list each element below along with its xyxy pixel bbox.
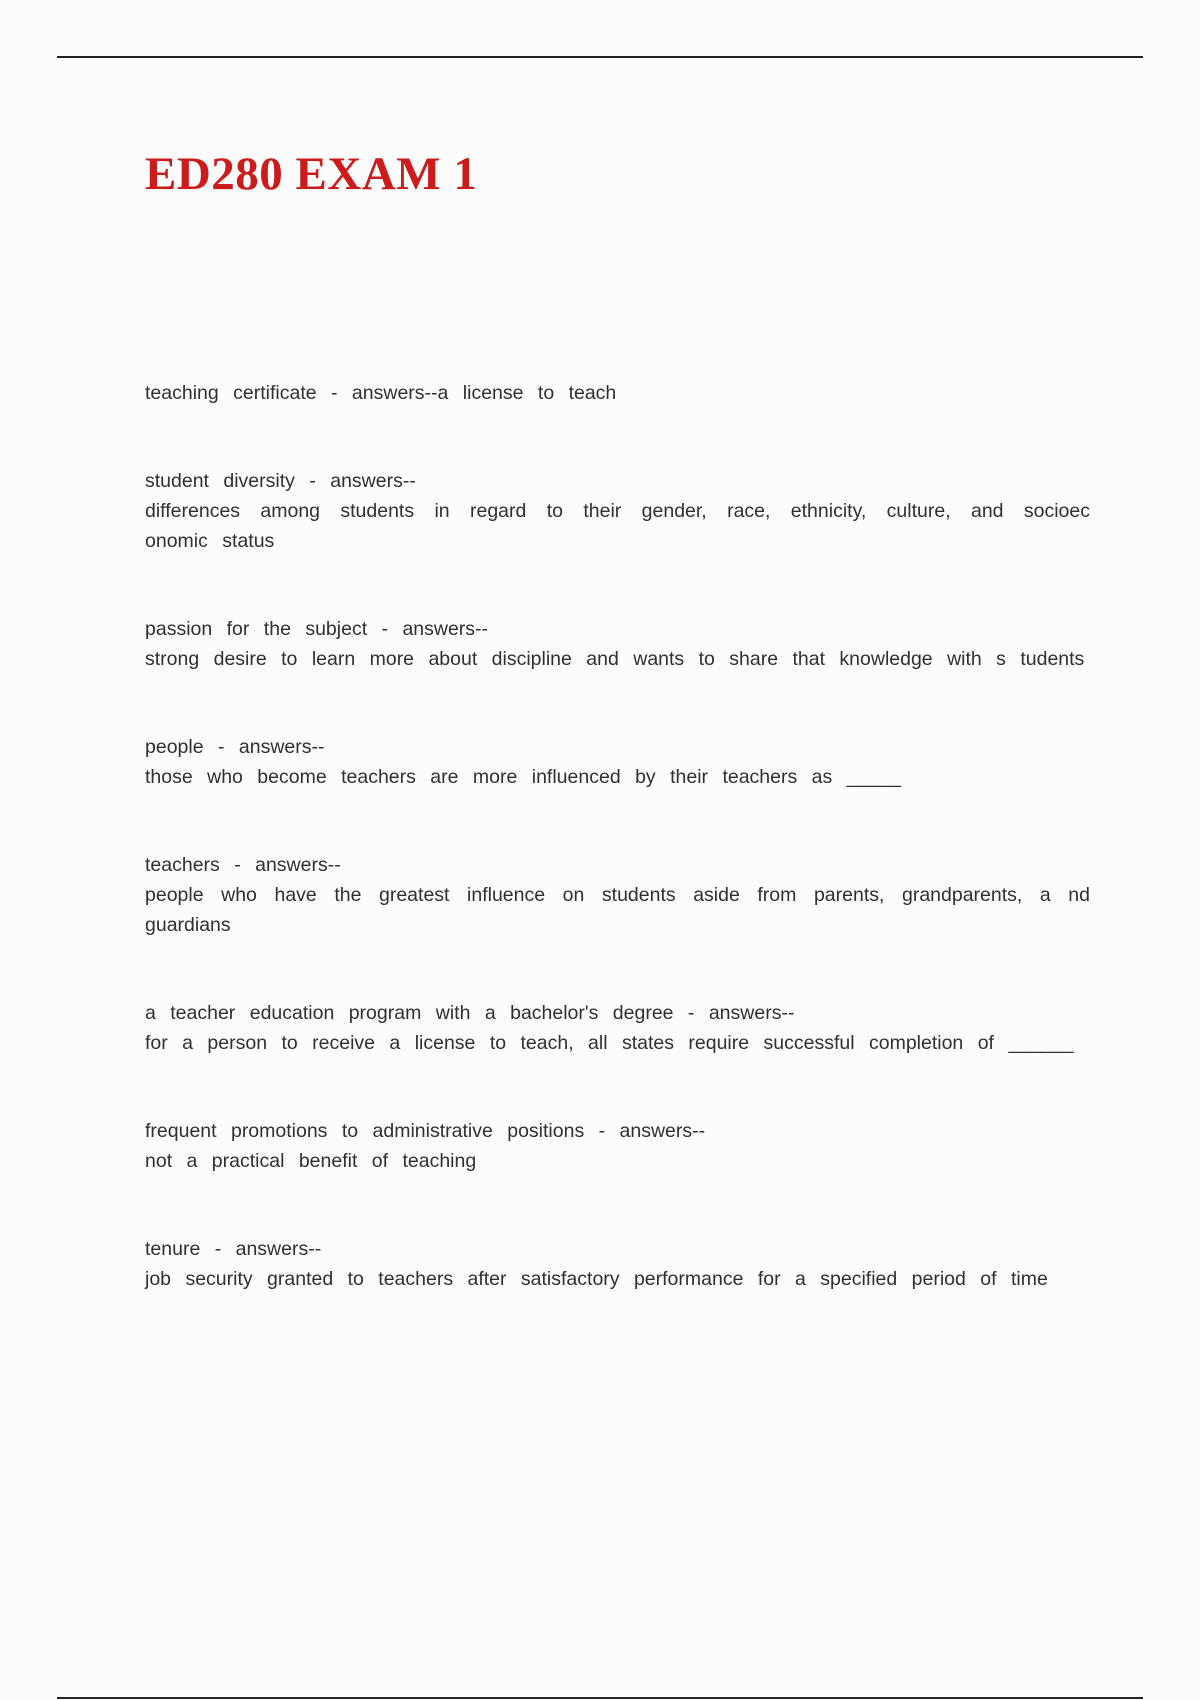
top-rule: [57, 56, 1143, 58]
bottom-rule: [57, 1697, 1143, 1699]
entry-term: tenure - answers--: [145, 1238, 322, 1260]
entry-definition: strong desire to learn more about discipline and wants to share that knowledge with s tudents: [145, 648, 1085, 670]
entry-definition: differences among students in regard to their gender, race, ethnicity, culture, and socioec onomic status: [145, 500, 1090, 552]
flashcard-entry: [145, 998, 1090, 1058]
flashcard-entry: [145, 466, 1090, 556]
flashcard-entry: [145, 378, 1090, 408]
entry-term: teaching certificate - answers--a license to teach: [145, 382, 617, 404]
entry-term: frequent promotions to administrative positions - answers--: [145, 1120, 706, 1142]
entry-definition: for a person to receive a license to teach, all states require successful completion of ______: [145, 1032, 1074, 1054]
flashcard-entry: [145, 614, 1090, 674]
entry-definition: job security granted to teachers after satisfactory performance for a specified period of time: [145, 1268, 1048, 1290]
entry-term: a teacher education program with a bachelor's degree - answers--: [145, 1002, 795, 1024]
flashcard-entry: [145, 850, 1090, 940]
flashcard-list: [145, 378, 1090, 1294]
flashcard-entry: [145, 1234, 1090, 1294]
entry-definition: not a practical benefit of teaching: [145, 1150, 477, 1172]
entry-term: passion for the subject - answers--: [145, 618, 489, 640]
entry-term: people - answers--: [145, 736, 325, 758]
flashcard-entry: [145, 1116, 1090, 1176]
flashcard-entry: [145, 732, 1090, 792]
entry-term: student diversity - answers--: [145, 470, 416, 492]
entry-definition: people who have the greatest influence on students aside from parents, grandparents, a nd guardians: [145, 884, 1090, 936]
entry-definition: those who become teachers are more influenced by their teachers as _____: [145, 766, 901, 788]
entry-term: teachers - answers--: [145, 854, 341, 876]
document-title: ED280 EXAM 1: [145, 148, 478, 200]
